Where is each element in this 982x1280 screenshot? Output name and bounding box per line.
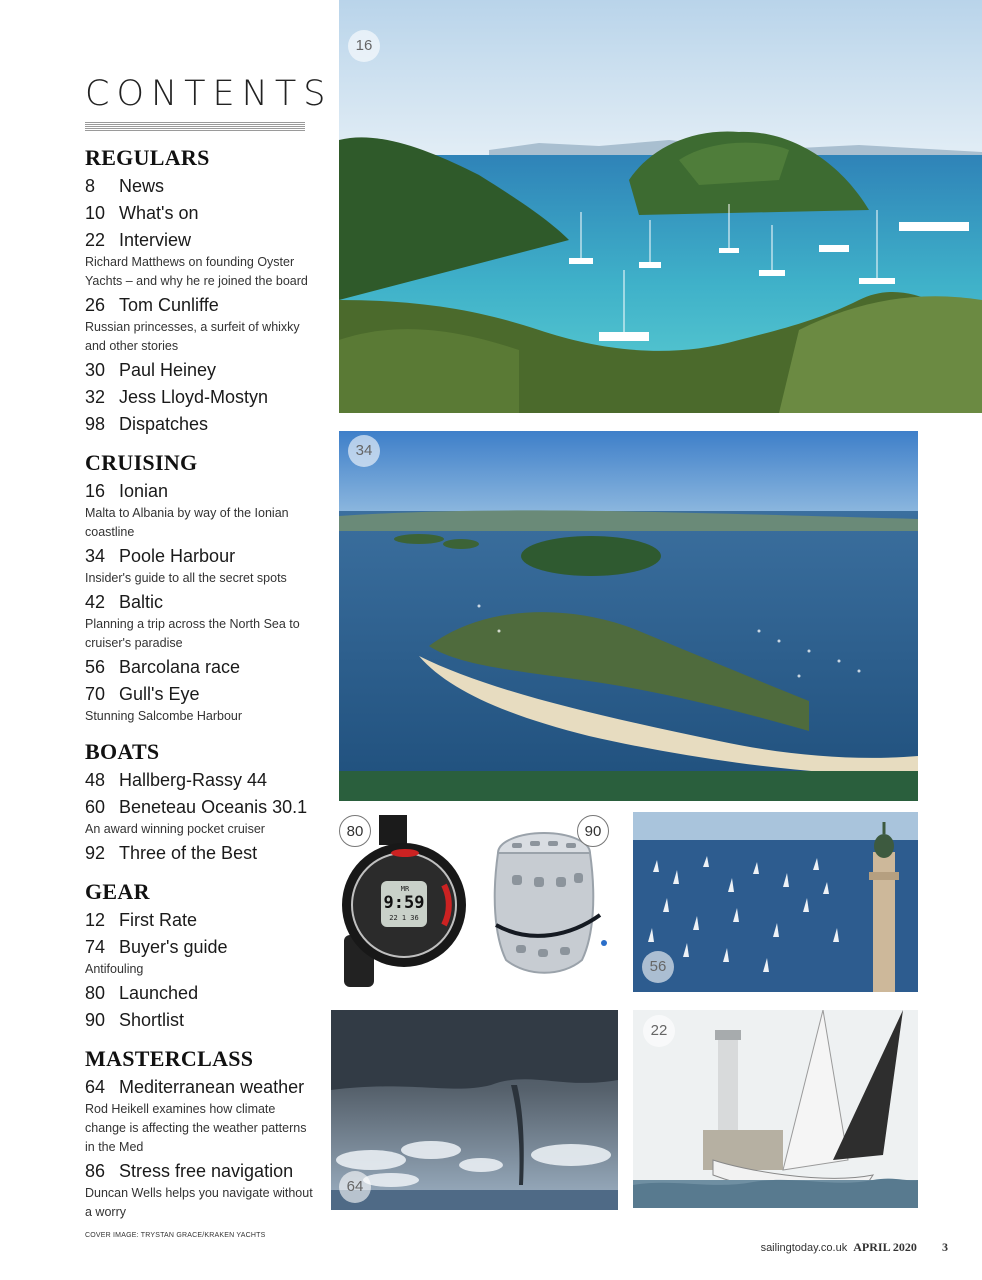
footer-issue: APRIL 2020 <box>853 1240 917 1254</box>
table-of-contents <box>85 72 333 1239</box>
toc-entry-line <box>85 543 325 569</box>
barcolana-illustration <box>633 812 918 992</box>
toc-entry-line <box>85 384 325 410</box>
toc-entry-line <box>85 1158 325 1184</box>
toc-entry-title: Shortlist <box>119 1010 185 1030</box>
toc-entry-description: Rod Heikell examines how climate change is affecting the weather patterns in the Med <box>85 1102 307 1154</box>
toc-entry-description: Insider's guide to all the secret spots <box>85 571 287 585</box>
toc-entry-line <box>85 478 325 504</box>
waterspout-illustration <box>331 1010 618 1210</box>
toc-entry[interactable] <box>85 1158 325 1222</box>
toc-entry[interactable] <box>85 227 325 291</box>
watch-product-photo[interactable] <box>329 815 467 987</box>
toc-entry-description: Antifouling <box>85 962 144 976</box>
toc-entry-line <box>85 411 325 437</box>
toc-entry[interactable] <box>85 478 325 542</box>
toc-entry[interactable] <box>85 681 325 726</box>
toc-entry-line <box>85 292 325 318</box>
page-badge: 80 <box>339 815 371 847</box>
toc-page-number: 64 <box>85 1077 106 1097</box>
toc-page-number: 34 <box>85 546 106 566</box>
toc-page-number: 92 <box>85 843 106 863</box>
toc-entry[interactable] <box>85 357 325 383</box>
section-heading: CRUISING <box>85 450 198 475</box>
toc-entry-line <box>85 980 325 1006</box>
page-badge: 34 <box>348 435 380 467</box>
section-cruising <box>85 449 325 726</box>
toc-page-number: 12 <box>85 910 106 930</box>
toc-page-number: 60 <box>85 797 106 817</box>
toc-page-number: 80 <box>85 983 106 1003</box>
toc-entry-title: Jess Lloyd-Mostyn <box>119 387 269 407</box>
contents-sections <box>85 144 325 1222</box>
toc-entry-description: Malta to Albania by way of the Ionian coastline <box>85 506 289 539</box>
toc-page-number: 86 <box>85 1161 106 1181</box>
watch-time: 9:59 <box>383 893 425 913</box>
toc-entry-line <box>85 173 325 199</box>
toc-entry[interactable] <box>85 907 325 933</box>
toc-entry-description: Planning a trip across the North Sea to cruiser's paradise <box>85 617 300 650</box>
toc-page-number: 90 <box>85 1010 106 1030</box>
cover-credit: COVER IMAGE: TRYSTAN GRACE/KRAKEN YACHTS <box>85 1232 266 1239</box>
toc-entry-title: First Rate <box>119 910 198 930</box>
toc-entry[interactable] <box>85 840 325 866</box>
toc-entry-line <box>85 357 325 383</box>
title-rule <box>85 122 305 132</box>
fastnet-yacht-photo[interactable] <box>633 1010 918 1208</box>
toc-page-number: 30 <box>85 360 106 380</box>
toc-entry[interactable] <box>85 292 325 356</box>
toc-entry-description: Stunning Salcombe Harbour <box>85 709 243 723</box>
toc-page-number: 32 <box>85 387 106 407</box>
toc-entry-line <box>85 767 325 793</box>
section-gear <box>85 878 325 1033</box>
toc-entry-line <box>85 794 325 820</box>
toc-entry-line <box>85 654 325 680</box>
toc-entry[interactable] <box>85 767 325 793</box>
toc-entry[interactable] <box>85 589 325 653</box>
page-badge: 90 <box>577 815 609 847</box>
page-badge: 56 <box>642 951 674 983</box>
fender-product-photo[interactable] <box>482 815 616 987</box>
toc-entry-description: Russian princesses, a surfeit of whixky and other stories <box>85 320 300 353</box>
toc-entry-line <box>85 907 325 933</box>
poole-harbour-illustration <box>339 431 918 801</box>
section-heading: MASTERCLASS <box>85 1046 254 1071</box>
toc-entry-description: Duncan Wells helps you navigate without a worry <box>85 1186 313 1219</box>
section-boats <box>85 738 325 866</box>
page-title: CONTENTS <box>85 74 333 114</box>
toc-entry[interactable] <box>85 384 325 410</box>
watch-subtime: 22 1 36 <box>389 914 419 922</box>
toc-entry-title: Poole Harbour <box>119 546 236 566</box>
toc-entry-description: An award winning pocket cruiser <box>85 822 265 836</box>
watch-label: MR <box>400 885 410 893</box>
toc-page-number: 8 <box>85 176 96 196</box>
toc-page-number: 26 <box>85 295 106 315</box>
toc-page-number: 16 <box>85 481 106 501</box>
toc-page-number: 10 <box>85 203 106 223</box>
section-heading: GEAR <box>85 879 150 904</box>
poole-harbour-photo[interactable] <box>339 431 918 801</box>
toc-page-number: 56 <box>85 657 106 677</box>
page-number: 3 <box>942 1240 948 1254</box>
toc-entry[interactable] <box>85 794 325 839</box>
toc-entry[interactable] <box>85 1007 325 1033</box>
footer-site[interactable]: sailingtoday.co.uk <box>760 1242 848 1254</box>
toc-entry-title: Interview <box>119 230 192 250</box>
toc-entry[interactable] <box>85 1074 325 1157</box>
toc-page-number: 22 <box>85 230 106 250</box>
toc-entry-title: Hallberg-Rassy 44 <box>119 770 268 790</box>
toc-entry-title: Beneteau Oceanis 30.1 <box>119 797 308 817</box>
toc-entry-title: What's on <box>119 203 199 223</box>
toc-entry[interactable] <box>85 980 325 1006</box>
toc-page-number: 74 <box>85 937 106 957</box>
toc-entry-description: Richard Matthews on founding Oyster Yachts – and why he re joined the board <box>85 255 308 288</box>
toc-entry-line <box>85 840 325 866</box>
toc-entry[interactable] <box>85 934 325 979</box>
toc-entry[interactable] <box>85 200 325 226</box>
toc-page-number: 42 <box>85 592 106 612</box>
ionian-bay-photo[interactable] <box>339 0 982 413</box>
toc-entry[interactable] <box>85 654 325 680</box>
page-badge: 22 <box>643 1015 675 1047</box>
toc-entry-title: Ionian <box>119 481 169 501</box>
toc-entry[interactable] <box>85 173 325 199</box>
toc-entry-line <box>85 681 325 707</box>
waterspout-photo[interactable] <box>331 1010 618 1210</box>
toc-entry-line <box>85 227 325 253</box>
toc-entry-line <box>85 589 325 615</box>
toc-entry-title: Baltic <box>119 592 164 612</box>
toc-page-number: 98 <box>85 414 106 434</box>
toc-page-number: 48 <box>85 770 106 790</box>
toc-entry-title: Gull's Eye <box>119 684 200 704</box>
section-masterclass <box>85 1045 325 1222</box>
section-heading: BOATS <box>85 739 160 764</box>
page-footer <box>761 1240 948 1255</box>
toc-entry-line <box>85 1007 325 1033</box>
toc-entry-line <box>85 1074 325 1100</box>
toc-entry[interactable] <box>85 543 325 588</box>
toc-entry-title: Buyer's guide <box>119 937 228 957</box>
page-badge: 16 <box>348 30 380 62</box>
toc-entry-title: Three of the Best <box>119 843 258 863</box>
toc-entry-line <box>85 200 325 226</box>
toc-entry-title: Mediterranean weather <box>119 1077 305 1097</box>
toc-entry[interactable] <box>85 411 325 437</box>
toc-entry-title: Dispatches <box>119 414 209 434</box>
ionian-bay-illustration <box>339 0 982 413</box>
toc-entry-title: Launched <box>119 983 199 1003</box>
barcolana-race-photo[interactable] <box>633 812 918 992</box>
toc-entry-title: Stress free navigation <box>119 1161 294 1181</box>
toc-entry-title: News <box>119 176 165 196</box>
toc-entry-title: Paul Heiney <box>119 360 217 380</box>
toc-entry-line <box>85 934 325 960</box>
section-regulars <box>85 144 325 437</box>
toc-page-number: 70 <box>85 684 106 704</box>
toc-entry-title: Tom Cunliffe <box>119 295 219 315</box>
fastnet-illustration <box>633 1010 918 1208</box>
page-badge: 64 <box>339 1171 371 1203</box>
section-heading: REGULARS <box>85 145 210 170</box>
toc-entry-title: Barcolana race <box>119 657 241 677</box>
